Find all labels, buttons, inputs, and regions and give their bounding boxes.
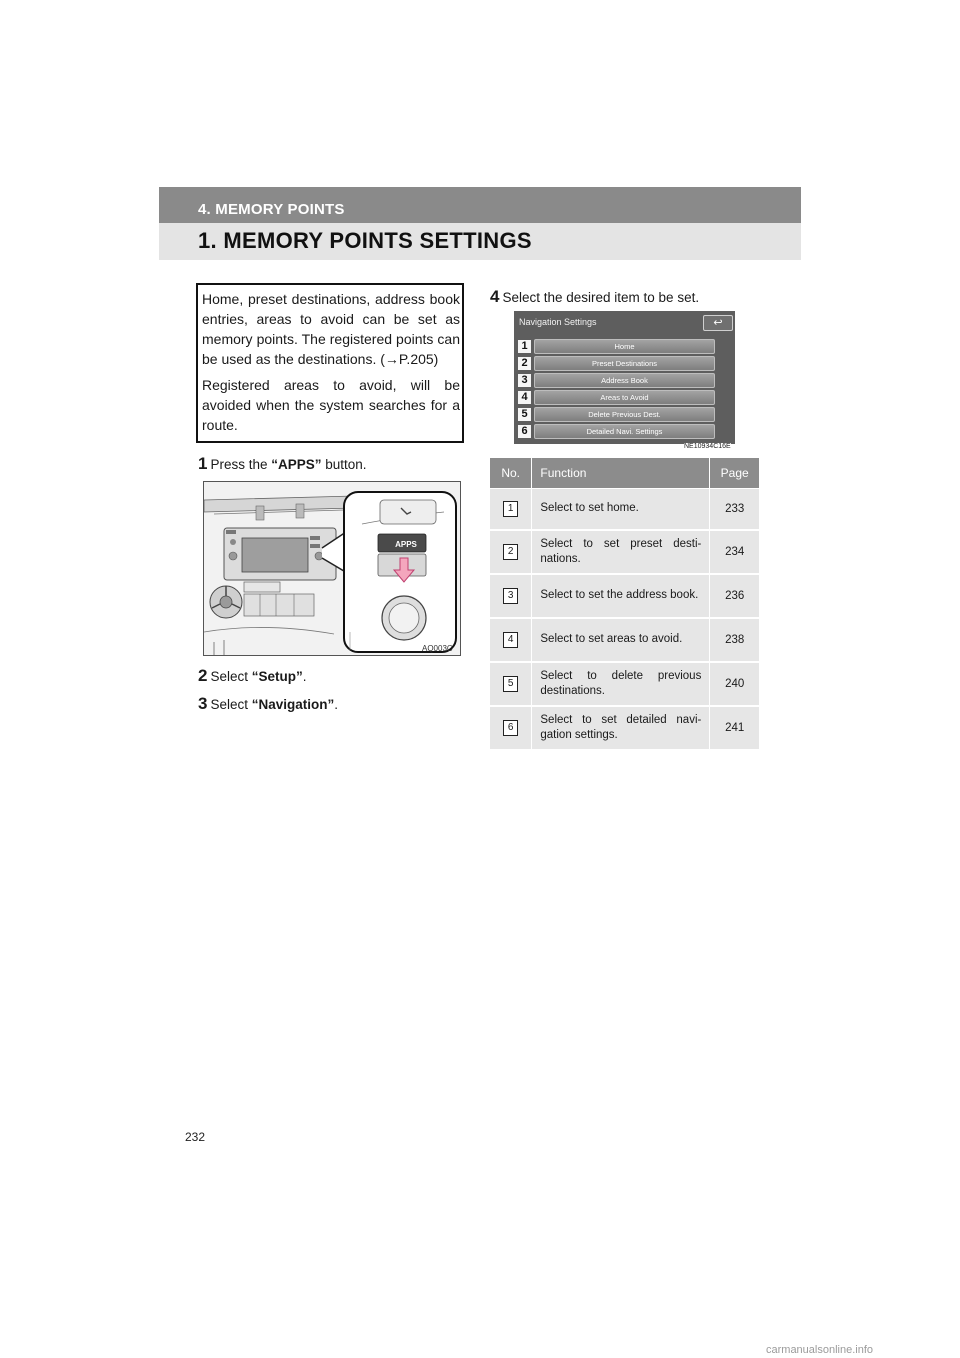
back-icon: ↩	[703, 315, 733, 331]
nav-item-detailed-navi-settings: Detailed Navi. Settings	[534, 424, 715, 439]
table-header-row	[490, 458, 759, 489]
row-number: 2	[503, 544, 518, 560]
watermark: carmanualsonline.info	[766, 1344, 874, 1356]
row-page: 238	[710, 618, 759, 662]
nav-item-delete-previous-dest: Delete Previous Dest.	[534, 407, 715, 422]
row-number: 4	[503, 632, 518, 648]
nav-badge-3: 3	[518, 374, 531, 387]
row-number: 6	[503, 720, 518, 736]
nav-badge-6: 6	[518, 425, 531, 438]
column-header-function: Function	[532, 458, 710, 489]
column-header-page: Page	[710, 458, 759, 489]
image-code: AQ003C	[422, 644, 453, 653]
row-page: 236	[710, 574, 759, 618]
row-page: 240	[710, 662, 759, 706]
nav-item-preset-destinations: Preset Destinations	[534, 356, 715, 371]
table-row	[490, 706, 759, 750]
nav-badge-1: 1	[518, 340, 531, 353]
page-number: 232	[185, 1130, 206, 1144]
row-function: Select to set home.	[532, 489, 710, 530]
nav-item-areas-to-avoid: Areas to Avoid	[534, 390, 715, 405]
row-page: 234	[710, 530, 759, 574]
function-table	[490, 458, 759, 751]
table-row	[490, 489, 759, 530]
row-number: 3	[503, 588, 518, 604]
nav-badge-5: 5	[518, 408, 531, 421]
screen-image-code: NE10934C16E	[684, 443, 731, 450]
table-row	[490, 574, 759, 618]
row-number: 1	[503, 501, 518, 517]
nav-badge-4: 4	[518, 391, 531, 404]
apps-button-label: APPS	[395, 540, 417, 549]
row-function: Select to set detailed navi-gation settings.	[532, 706, 710, 750]
step-number: 2	[198, 666, 208, 685]
step-4: 4 Select the desired item to be set.	[490, 287, 700, 306]
nav-item-address-book: Address Book	[534, 373, 715, 388]
step-number: 3	[198, 694, 208, 713]
row-function: Select to set preset desti-nations.	[532, 530, 710, 574]
table-row	[490, 662, 759, 706]
row-function: Select to set areas to avoid.	[532, 618, 710, 662]
column-header-no: No.	[490, 458, 532, 489]
row-page: 241	[710, 706, 759, 750]
row-function: Select to set the address book.	[532, 574, 710, 618]
step-3: 3 Select “Navigation”.	[198, 694, 339, 713]
intro-box	[196, 283, 464, 443]
row-number: 5	[503, 676, 518, 692]
section-label: 4. MEMORY POINTS	[198, 201, 345, 218]
dashboard-illustration	[203, 481, 461, 656]
intro-paragraph-1: Home, preset destinations, address book entries, areas to avoid can be set as memory points. The registered points can be used as the destinations. (→P.205)	[202, 291, 460, 367]
nav-badge-2: 2	[518, 357, 531, 370]
row-page: 233	[710, 489, 759, 530]
step-number: 4	[490, 287, 500, 306]
page-title: 1. MEMORY POINTS SETTINGS	[198, 228, 532, 253]
navigation-settings-screen	[514, 311, 735, 444]
table-row	[490, 618, 759, 662]
table-row	[490, 530, 759, 574]
row-function: Select to delete previous destinations.	[532, 662, 710, 706]
step-2: 2 Select “Setup”.	[198, 666, 307, 685]
nav-screen-title: Navigation Settings	[519, 317, 597, 327]
intro-paragraph-2: Registered areas to avoid, will be avoided when the system searches for a route.	[202, 377, 460, 433]
step-number: 1	[198, 454, 208, 473]
nav-item-home: Home	[534, 339, 715, 354]
dashboard-drawing	[204, 482, 460, 655]
step-1: 1 Press the “APPS” button.	[198, 454, 367, 473]
